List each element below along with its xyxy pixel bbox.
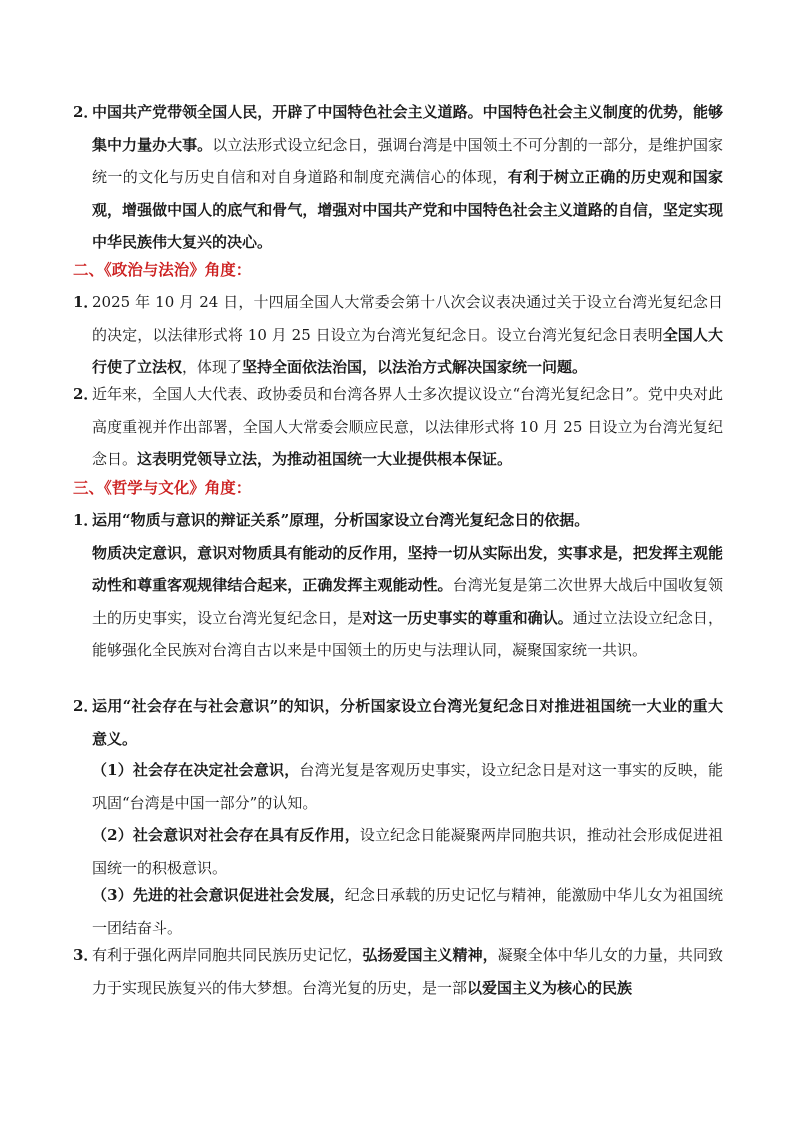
text-run: （2）社会意识对社会存在具有反作用， xyxy=(92,826,360,844)
item-number: 3． xyxy=(73,946,99,964)
text-run: （1）社会存在决定社会意识， xyxy=(92,761,300,779)
list-item xyxy=(73,378,723,476)
text-run: 以爱国主义为核心的民族 xyxy=(467,978,633,997)
text-run: 有利于强化两岸同胞共同民族历史记忆， xyxy=(92,946,363,964)
question-text: 运用“物质与意识的辩证关系”原理，分析国家设立台湾光复纪念日的依据。 xyxy=(92,511,590,529)
text-run: 全国人大行使了立法权 xyxy=(92,325,723,376)
list-item xyxy=(73,939,723,1004)
section-heading: 二、《政治与法治》角度： xyxy=(73,260,252,279)
list-item xyxy=(73,690,723,755)
text-run: 中国共产党带领全国人民，开辟了中国特色社会主义道路。中国特色社会主义制度的优势，能够集中力量办大事。 xyxy=(92,103,723,154)
text-run: 通过立法设立纪念日，能够强化全民族对台湾自古以来是中国领土的历史与法理认同，凝聚国家统一共识。 xyxy=(92,608,723,659)
text-run: 有利于树立正确的历史观和国家观，增强做中国人的底气和骨气，增强对中国共产党和中国特色社会主义道路的自信，坚定实现中华民族伟大复兴的决心。 xyxy=(92,168,723,251)
text-run: 这表明党领导立法，为推动祖国统一大业提供根本保证。 xyxy=(137,450,513,468)
text-run: 设立纪念日能凝聚两岸同胞共识，推动社会形成促进祖国统一的积极意识。 xyxy=(92,826,723,877)
item-text xyxy=(92,504,723,667)
text-run: 近年来，全国人大代表、政协委员和台湾各界人士多次提议设立“台湾光复纪念日”。党中央对此高度重视并作出部署，全国人大常委会顺应民意，以法律形式将 10 月 25 日设立为台湾光复纪念日。 xyxy=(92,385,723,468)
section-heading: 三、《哲学与文化》角度： xyxy=(73,478,252,497)
sub-point xyxy=(92,879,723,944)
sub-point xyxy=(92,819,723,884)
text-run: 纪念日承载的历史记忆与精神，能激励中华儿女为祖国统一团结奋斗。 xyxy=(92,886,723,937)
text-run: 对这一历史事实的尊重和确认。 xyxy=(362,608,573,627)
text-run: 凝聚全体中华儿女的力量，共同致力于实现民族复兴的伟大梦想。台湾光复的历史，是一部 xyxy=(92,946,723,997)
item-text xyxy=(92,286,723,384)
text-run: 坚持全面依法治国，以法治方式解决国家统一问题。 xyxy=(242,358,588,376)
text-run: 弘扬爱国主义精神， xyxy=(362,946,498,964)
list-item xyxy=(73,504,723,667)
text-run: 台湾光复是客观历史事实，设立纪念日是对这一事实的反映，能巩固“台湾是中国一部分”的认知。 xyxy=(92,761,723,812)
item-number: 2． xyxy=(73,385,99,403)
list-item xyxy=(73,96,723,259)
text-run: 以立法形式设立纪念日，强调台湾是中国领土不可分割的一部分，是维护国家统一的文化与历史自信和对自身道路和制度充满信心的体现， xyxy=(92,135,723,186)
item-number: 2． xyxy=(73,103,99,121)
list-item xyxy=(73,286,723,384)
item-number: 1． xyxy=(73,511,99,529)
item-number: 1． xyxy=(73,293,99,311)
item-text xyxy=(92,939,723,1004)
text-run: 台湾光复是第二次世界大战后中国收复领土的历史事实，设立台湾光复纪念日，是 xyxy=(92,576,723,627)
item-text xyxy=(92,96,723,259)
sub-point xyxy=(92,754,723,819)
item-number: 2． xyxy=(73,697,99,715)
item-text xyxy=(92,378,723,476)
text-run: 物质决定意识，意识对物质具有能动的反作用，坚持一切从实际出发，实事求是，把发挥主观能动性和尊重客观规律结合起来，正确发挥主观能动性。 xyxy=(92,543,723,594)
answer-text xyxy=(92,537,723,667)
text-run: （3）先进的社会意识促进社会发展， xyxy=(92,886,345,904)
question-text: 运用“社会存在与社会意识”的知识，分析国家设立台湾光复纪念日对推进祖国统一大业的重大意义。 xyxy=(92,697,723,748)
text-run: ，体现了 xyxy=(182,358,243,376)
text-run: 2025 年 10 月 24 日，十四届全国人大常委会第十八次会议表决通过关于设立台湾光复纪念日的决定，以法律形式将 10 月 25 日设立为台湾光复纪念日。设立台湾光复纪念日表明 xyxy=(92,293,723,344)
